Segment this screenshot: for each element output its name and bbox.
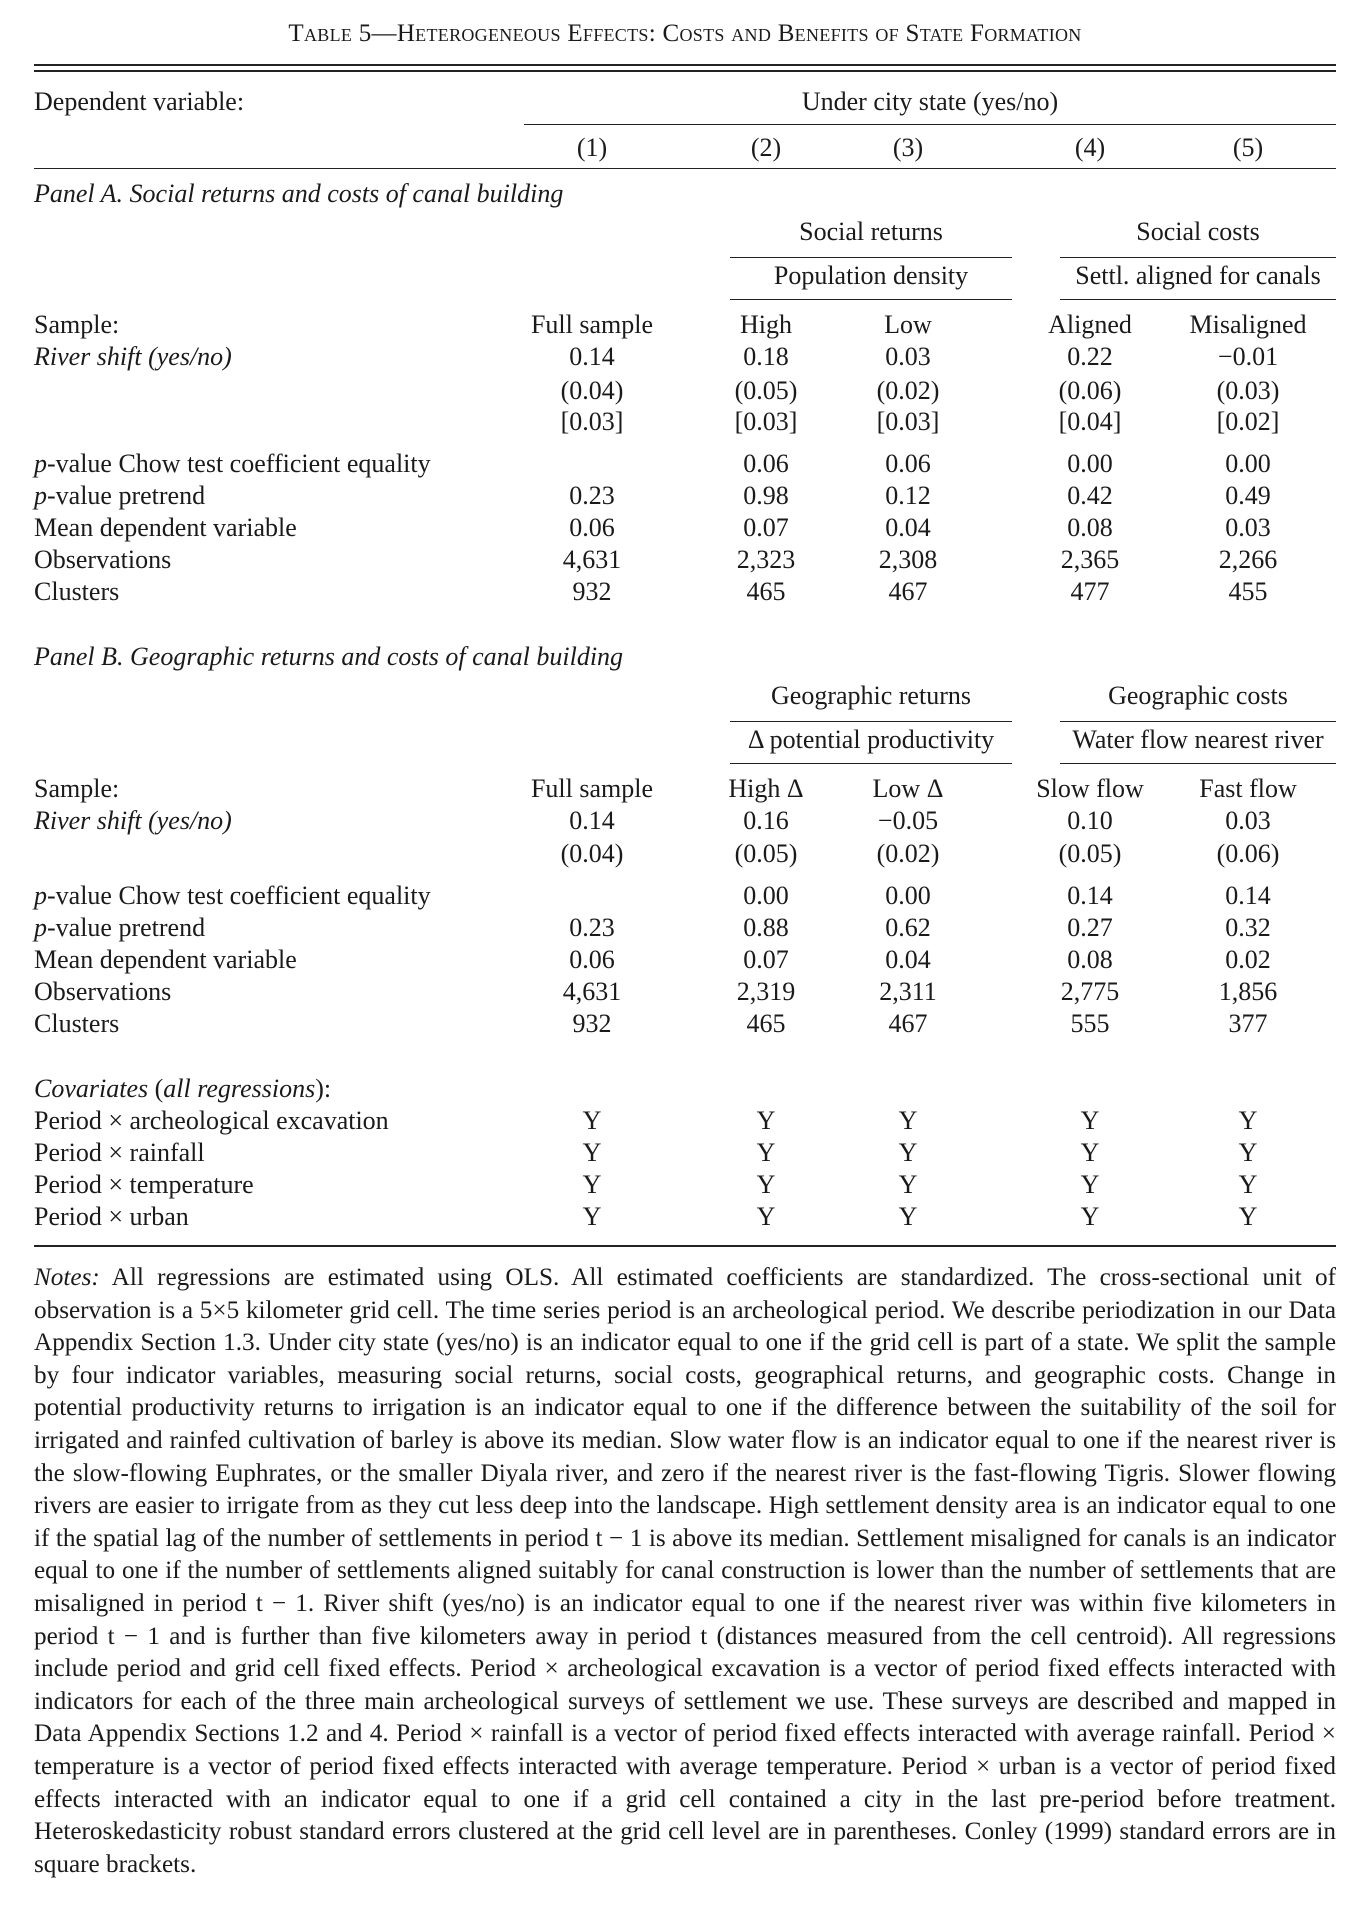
stat-cell: 0.00	[885, 881, 931, 910]
panel-a-group-right-rule	[1060, 257, 1336, 258]
stat-label: Mean dependent variable	[34, 513, 297, 542]
panel-b-sub-right: Water flow nearest river	[1072, 725, 1324, 754]
stat-cell: 0.06	[743, 449, 789, 478]
conley-se-cell: [0.04]	[1058, 407, 1122, 436]
panel-a-group-left-rule	[730, 257, 1012, 258]
covariate-cell: Y	[756, 1138, 776, 1167]
table-title	[34, 20, 1336, 48]
stat-cell: 2,775	[1060, 977, 1120, 1006]
panel-b-stat-row	[34, 944, 1336, 976]
panel-a-stat-row	[34, 576, 1336, 608]
stat-cell: 0.98	[743, 481, 789, 510]
coef-cell: 0.14	[569, 806, 615, 835]
stat-cell: 467	[888, 1009, 928, 1038]
sample-label: Sample:	[34, 310, 120, 339]
dep-var-underline	[524, 124, 1336, 125]
stat-cell: 0.12	[885, 481, 931, 510]
sample-cell: Misaligned	[1189, 310, 1307, 339]
panel-b-sub-right-rule	[1060, 763, 1336, 764]
coef-cell: −0.05	[877, 806, 939, 835]
panel-a-stat-row	[34, 448, 1336, 480]
panel-a-se-row	[34, 375, 1336, 407]
coef-cell: 0.22	[1067, 342, 1113, 371]
panel-a-sub-left-rule	[730, 299, 1012, 300]
stat-label: p-value Chow test coefficient equality	[34, 881, 431, 910]
table-label: Table 5	[288, 20, 372, 47]
covariate-label: Period × rainfall	[34, 1138, 205, 1167]
stat-cell: 0.27	[1067, 913, 1113, 942]
panel-b-stat-row	[34, 880, 1336, 912]
stat-cell: 0.00	[1225, 449, 1271, 478]
covariate-cell: Y	[1238, 1202, 1258, 1231]
stat-cell: 467	[888, 577, 928, 606]
notes-text: All regressions are estimated using OLS. All estimated coefficients are standardized. The cross-sectional unit of observation is a 5×5 kilometer grid cell. The time series period is an archeological period. We describe periodization in our Data Appendix Section 1.3. Under city state (yes/no) is an indicator equal to one if the grid cell is part of a state. We split the sample by four indicator variables, measuring social returns, social costs, geographical returns, and geographic costs. Change in potential productivity returns to irrigation is an indicator equal to one if the difference between the suitability of the soil for irrigated and rainfed cultivation of barley is above its median. Slow water flow is an indicator equal to one if the nearest river is the slow-flowing Euphrates, or the smaller Diyala river, and zero if the nearest river is the fast-flowing Tigris. Slower flowing rivers are easier to irrigate from as they cut less deep into the landscape. High settlement density area is an indicator equal to one if the spatial lag of the number of settlements in period t − 1 is above its median. Settlement misaligned for canals is an indicator equal to one if the number of settlements aligned suitably for canal construction is lower than the number of settlements that are misaligned in period t − 1. River shift (yes/no) is an indicator equal to one if the nearest river was within five kilometers in period t − 1 and is further than five kilometers away in period t (distances measured from the cell centroid). All regressions include period and grid cell fixed effects. Period × archeological excavation is a vector of period fixed effects interacted with indicators for each of the three main archeological surveys of settlement we use. These surveys are described and mapped in Data Appendix Sections 1.2 and 4. Period × rainfall is a vector of period fixed effects interacted with average rainfall. Period × temperature is a vector of period fixed effects interacted with average temperature. Period × urban is a vector of period fixed effects interacted with an indicator equal to one if a grid cell contained a city in the last pre-period before treatment. Heteroskedasticity robust standard errors clustered at the grid cell level are in parentheses. Conley (1999) standard errors are in square brackets.	[34, 1264, 1336, 1878]
stat-cell: 465	[746, 577, 786, 606]
stat-cell: 0.07	[743, 945, 789, 974]
covariate-cell: Y	[756, 1170, 776, 1199]
se-cell: (0.06)	[1058, 376, 1122, 405]
panel-a-group-right: Social costs	[1136, 217, 1260, 246]
se-cell: (0.02)	[876, 839, 940, 868]
stat-cell: 0.06	[569, 945, 615, 974]
stat-cell: 0.88	[743, 913, 789, 942]
col-header-4: (4)	[1074, 133, 1106, 162]
stat-cell: 932	[572, 577, 612, 606]
stat-cell: 0.14	[1067, 881, 1113, 910]
col-header-2: (2)	[750, 133, 782, 162]
panel-a-coef-row	[34, 341, 1336, 373]
panel-b-stat-row	[34, 1008, 1336, 1040]
se-cell: (0.05)	[734, 839, 798, 868]
covariate-label: Period × urban	[34, 1202, 189, 1231]
covariate-cell: Y	[898, 1202, 918, 1231]
stat-label: p-value pretrend	[34, 913, 206, 942]
stat-cell: 2,365	[1060, 545, 1120, 574]
panel-a-sub-right: Settl. aligned for canals	[1075, 261, 1321, 290]
stat-cell: 377	[1228, 1009, 1268, 1038]
stat-cell: 0.23	[569, 913, 615, 942]
coef-cell: 0.18	[743, 342, 789, 371]
notes-lead: Notes:	[34, 1264, 100, 1291]
covariate-cell: Y	[1238, 1170, 1258, 1199]
panel-b-title: Panel B. Geographic returns and costs of canal building	[34, 642, 624, 671]
conley-se-cell: [0.03]	[876, 407, 940, 436]
panel-b-sub-left-rule	[730, 763, 1012, 764]
coef-cell: −0.01	[1217, 342, 1279, 371]
panel-a-title: Panel A. Social returns and costs of canal building	[34, 179, 564, 208]
coef-cell: 0.10	[1067, 806, 1113, 835]
panel-a-sub-right-rule	[1060, 299, 1336, 300]
stat-cell: 4,631	[562, 545, 622, 574]
stat-cell: 1,856	[1218, 977, 1278, 1006]
stat-cell: 0.23	[569, 481, 615, 510]
panel-b-sample-row	[34, 773, 1336, 805]
col-header-3: (3)	[892, 133, 924, 162]
stat-label: Observations	[34, 977, 172, 1006]
covariate-label: Period × temperature	[34, 1170, 254, 1199]
stat-label: Clusters	[34, 1009, 120, 1038]
se-cell: (0.05)	[1058, 839, 1122, 868]
top-rule-1	[34, 64, 1336, 66]
se-cell: (0.04)	[560, 839, 624, 868]
stat-cell: 0.00	[743, 881, 789, 910]
panel-a-conley-row	[34, 406, 1336, 438]
panel-b-sub-left: Δ potential productivity	[747, 725, 995, 754]
covariate-cell: Y	[1080, 1106, 1100, 1135]
stat-cell: 2,266	[1218, 545, 1278, 574]
coef-cell: 0.03	[885, 342, 931, 371]
covariate-cell: Y	[582, 1202, 602, 1231]
covariate-cell: Y	[1080, 1138, 1100, 1167]
stat-cell: 0.06	[569, 513, 615, 542]
stat-cell: 465	[746, 1009, 786, 1038]
coef-cell: 0.14	[569, 342, 615, 371]
title-dash: —	[371, 20, 397, 47]
conley-se-cell: [0.03]	[734, 407, 798, 436]
sample-cell: Low Δ	[872, 774, 944, 803]
sample-cell: High	[740, 310, 792, 339]
stat-cell: 0.08	[1067, 513, 1113, 542]
stat-cell: 0.04	[885, 513, 931, 542]
stat-cell: 0.62	[885, 913, 931, 942]
covariate-cell: Y	[898, 1138, 918, 1167]
column-numbers-row	[34, 132, 1336, 164]
sample-cell: Slow flow	[1036, 774, 1144, 803]
title-text: Heterogeneous Effects: Costs and Benefits of State Formation	[396, 20, 1082, 47]
stat-cell: 0.42	[1067, 481, 1113, 510]
covariate-cell: Y	[582, 1138, 602, 1167]
stat-label: Mean dependent variable	[34, 945, 297, 974]
stat-label: Clusters	[34, 577, 120, 606]
coef-label: River shift (yes/no)	[34, 342, 232, 371]
panel-a-stat-row	[34, 544, 1336, 576]
coef-cell: 0.16	[743, 806, 789, 835]
stat-cell: 0.08	[1067, 945, 1113, 974]
stat-cell: 0.14	[1225, 881, 1271, 910]
col-header-1: (1)	[576, 133, 608, 162]
col-header-5: (5)	[1232, 133, 1264, 162]
dep-var-label: Dependent variable:	[34, 87, 245, 116]
sample-cell: High Δ	[728, 774, 804, 803]
dep-var-name: Under city state (yes/no)	[801, 87, 1059, 116]
coef-cell: 0.03	[1225, 806, 1271, 835]
panel-b-group-right: Geographic costs	[1108, 681, 1288, 710]
covariates-label: Covariates (all regressions):	[34, 1074, 332, 1103]
covariate-cell: Y	[898, 1170, 918, 1199]
table-notes	[34, 1262, 1336, 1881]
covariate-cell: Y	[756, 1106, 776, 1135]
sample-label: Sample:	[34, 774, 120, 803]
covariate-row	[34, 1201, 1336, 1233]
stat-cell: 0.03	[1225, 513, 1271, 542]
header-bottom-rule	[34, 168, 1336, 169]
panel-b-coef-row	[34, 805, 1336, 837]
stat-cell: 0.07	[743, 513, 789, 542]
sample-cell: Full sample	[530, 310, 654, 339]
stat-cell: 555	[1070, 1009, 1110, 1038]
panel-a-group-left: Social returns	[799, 217, 943, 246]
panel-a-sample-row	[34, 309, 1336, 341]
stat-cell: 2,323	[736, 545, 796, 574]
panel-a-stat-row	[34, 512, 1336, 544]
stat-cell: 0.06	[885, 449, 931, 478]
stat-cell: 0.32	[1225, 913, 1271, 942]
se-cell: (0.05)	[734, 376, 798, 405]
covariate-cell: Y	[582, 1106, 602, 1135]
sample-cell: Fast flow	[1199, 774, 1297, 803]
se-cell: (0.02)	[876, 376, 940, 405]
stat-cell: 0.00	[1067, 449, 1113, 478]
table-page	[34, 0, 1336, 1920]
panel-b-se-row	[34, 838, 1336, 870]
stat-cell: 0.49	[1225, 481, 1271, 510]
conley-se-cell: [0.02]	[1216, 407, 1280, 436]
sample-cell: Full sample	[530, 774, 654, 803]
stat-cell: 0.04	[885, 945, 931, 974]
stat-cell: 455	[1228, 577, 1268, 606]
stat-cell: 0.02	[1225, 945, 1271, 974]
conley-se-cell: [0.03]	[560, 407, 624, 436]
panel-b-stat-row	[34, 976, 1336, 1008]
stat-cell: 2,308	[878, 545, 938, 574]
stat-label: p-value Chow test coefficient equality	[34, 449, 431, 478]
panel-b-group-right-rule	[1060, 721, 1336, 722]
coef-label: River shift (yes/no)	[34, 806, 232, 835]
panel-a-stat-row	[34, 480, 1336, 512]
stat-cell: 4,631	[562, 977, 622, 1006]
covariate-row	[34, 1137, 1336, 1169]
covariate-row	[34, 1105, 1336, 1137]
covariate-cell: Y	[1238, 1106, 1258, 1135]
stat-cell: 2,311	[879, 977, 937, 1006]
se-cell: (0.06)	[1216, 839, 1280, 868]
covariate-cell: Y	[756, 1202, 776, 1231]
stat-cell: 477	[1070, 577, 1110, 606]
sample-cell: Aligned	[1048, 310, 1132, 339]
covariate-label: Period × archeological excavation	[34, 1106, 389, 1135]
covariate-cell: Y	[898, 1106, 918, 1135]
top-rule-2	[34, 70, 1336, 72]
covariate-cell: Y	[1238, 1138, 1258, 1167]
stat-cell: 932	[572, 1009, 612, 1038]
panel-b-group-left: Geographic returns	[771, 681, 971, 710]
covariate-cell: Y	[582, 1170, 602, 1199]
sample-cell: Low	[884, 310, 932, 339]
stat-label: Observations	[34, 545, 172, 574]
panel-b-stat-row	[34, 912, 1336, 944]
panel-a-sub-left: Population density	[773, 261, 969, 290]
covariates-heading-row	[34, 1073, 1336, 1105]
bottom-rule	[34, 1245, 1336, 1247]
se-cell: (0.04)	[560, 376, 624, 405]
se-cell: (0.03)	[1216, 376, 1280, 405]
covariate-row	[34, 1169, 1336, 1201]
covariate-cell: Y	[1080, 1170, 1100, 1199]
stat-label: p-value pretrend	[34, 481, 206, 510]
covariate-cell: Y	[1080, 1202, 1100, 1231]
panel-b-group-left-rule	[730, 721, 1012, 722]
stat-cell: 2,319	[736, 977, 796, 1006]
